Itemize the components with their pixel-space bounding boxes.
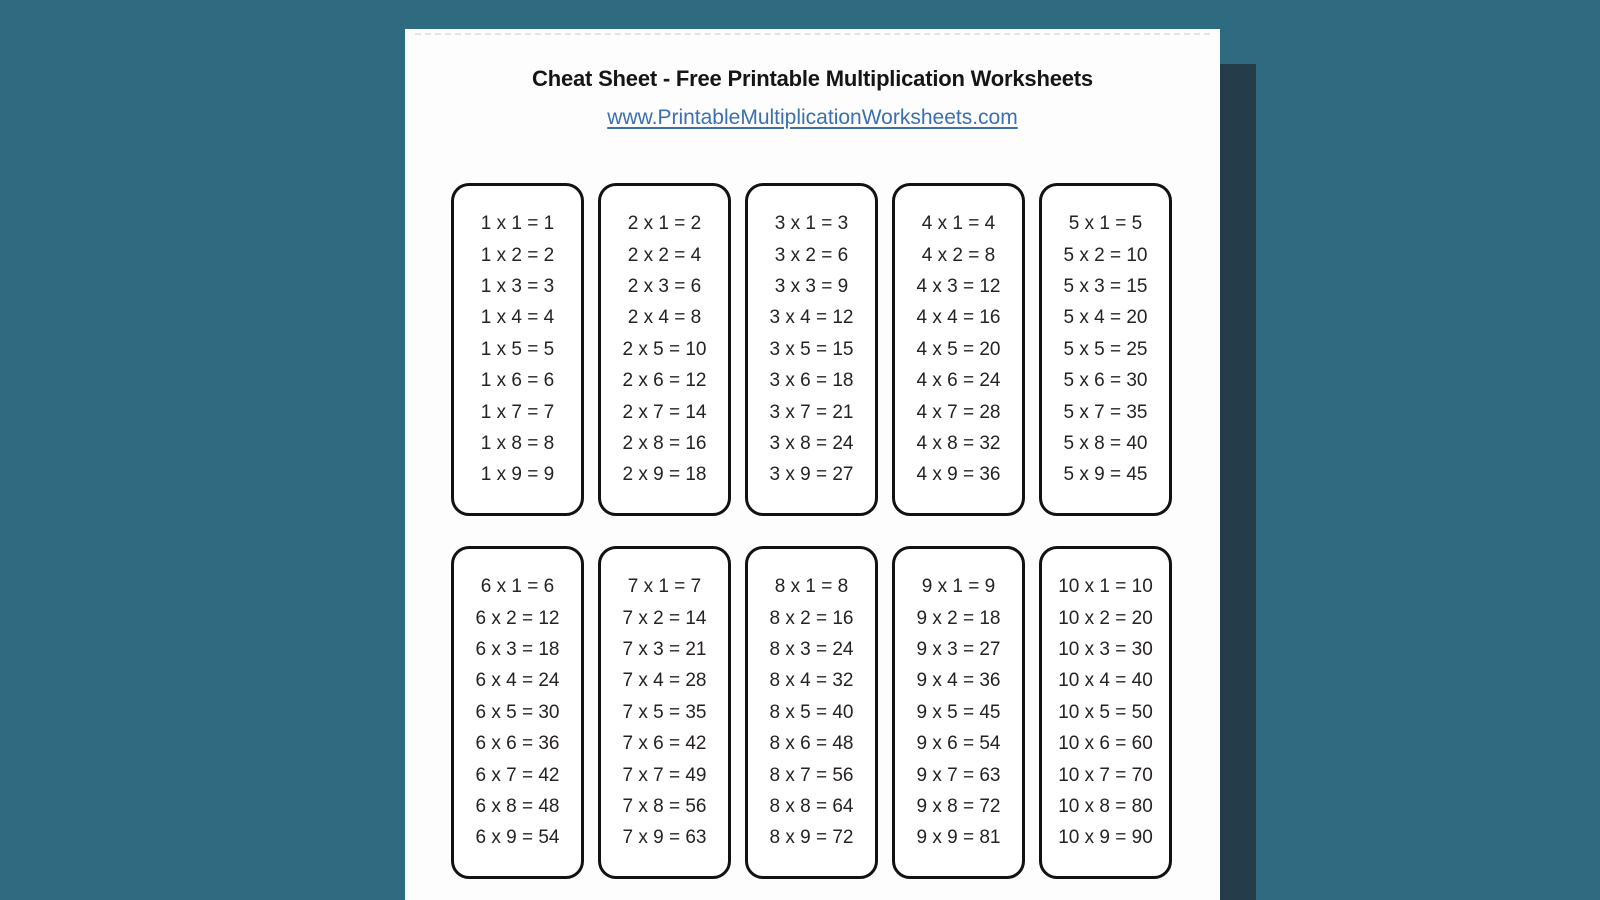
fact-line: 3 x 4 = 12 [769,307,854,329]
times-table-card-3 [745,183,878,516]
fact-line: 6 x 2 = 12 [475,607,560,629]
fact-line: 1 x 8 = 8 [480,433,555,455]
fact-line: 4 x 4 = 16 [916,307,1001,329]
fact-line: 2 x 7 = 14 [622,401,707,423]
fact-line: 7 x 9 = 63 [622,827,707,849]
multiplication-grid [451,183,1172,879]
fact-line: 8 x 5 = 40 [769,701,854,723]
fact-line: 10 x 8 = 80 [1058,796,1153,818]
fact-line: 4 x 7 = 28 [916,401,1001,423]
fact-line: 6 x 4 = 24 [475,670,560,692]
fact-line: 5 x 8 = 40 [1063,433,1148,455]
fact-line: 4 x 5 = 20 [916,338,1001,360]
fact-line: 3 x 9 = 27 [769,464,854,486]
fact-line: 2 x 4 = 8 [627,307,702,329]
fact-line: 7 x 2 = 14 [622,607,707,629]
fact-line: 4 x 2 = 8 [921,244,996,266]
fact-line: 8 x 7 = 56 [769,764,854,786]
fact-line: 5 x 7 = 35 [1063,401,1148,423]
fact-line: 4 x 3 = 12 [916,275,1001,297]
fact-line: 6 x 1 = 6 [480,576,555,598]
fact-line: 8 x 6 = 48 [769,733,854,755]
fact-line: 5 x 1 = 5 [1068,213,1143,235]
worksheet-page [405,29,1220,900]
fact-line: 6 x 6 = 36 [475,733,560,755]
fact-line: 5 x 5 = 25 [1063,338,1148,360]
page-title: Cheat Sheet - Free Printable Multiplication Worksheets [532,66,1093,91]
fact-line: 1 x 4 = 4 [480,307,555,329]
fact-line: 3 x 5 = 15 [769,338,854,360]
fact-line: 6 x 3 = 18 [475,638,560,660]
fact-line: 2 x 9 = 18 [622,464,707,486]
fact-line: 2 x 2 = 4 [627,244,702,266]
fact-line: 4 x 1 = 4 [921,213,996,235]
fact-line: 3 x 7 = 21 [769,401,854,423]
fact-line: 9 x 9 = 81 [916,827,1001,849]
fact-line: 7 x 3 = 21 [622,638,707,660]
fact-line: 8 x 4 = 32 [769,670,854,692]
fact-line: 1 x 6 = 6 [480,370,555,392]
fact-line: 10 x 5 = 50 [1058,701,1153,723]
fact-line: 3 x 6 = 18 [769,370,854,392]
fact-line: 1 x 3 = 3 [480,275,555,297]
times-table-card-7 [598,546,731,879]
fact-line: 5 x 6 = 30 [1063,370,1148,392]
fact-line: 10 x 9 = 90 [1058,827,1153,849]
fact-line: 2 x 6 = 12 [622,370,707,392]
fact-line: 8 x 1 = 8 [774,576,849,598]
fact-line: 1 x 7 = 7 [480,401,555,423]
fact-line: 10 x 7 = 70 [1058,764,1153,786]
fact-line: 9 x 2 = 18 [916,607,1001,629]
fact-line: 9 x 5 = 45 [916,701,1001,723]
fact-line: 3 x 2 = 6 [774,244,849,266]
fact-line: 5 x 2 = 10 [1063,244,1148,266]
fact-line: 4 x 8 = 32 [916,433,1001,455]
fact-line: 7 x 6 = 42 [622,733,707,755]
fact-line: 2 x 3 = 6 [627,275,702,297]
times-table-card-5 [1039,183,1172,516]
fact-line: 8 x 8 = 64 [769,796,854,818]
fact-line: 10 x 4 = 40 [1058,670,1153,692]
fact-line: 1 x 1 = 1 [480,213,555,235]
fact-line: 5 x 4 = 20 [1063,307,1148,329]
fact-line: 2 x 1 = 2 [627,213,702,235]
fact-line: 6 x 7 = 42 [475,764,560,786]
fact-line: 6 x 9 = 54 [475,827,560,849]
fact-line: 10 x 6 = 60 [1058,733,1153,755]
times-table-card-4 [892,183,1025,516]
times-table-card-8 [745,546,878,879]
fact-line: 1 x 5 = 5 [480,338,555,360]
fact-line: 8 x 2 = 16 [769,607,854,629]
fact-line: 5 x 9 = 45 [1063,464,1148,486]
fact-line: 9 x 4 = 36 [916,670,1001,692]
times-table-card-6 [451,546,584,879]
fact-line: 3 x 3 = 9 [774,275,849,297]
fact-line: 10 x 1 = 10 [1058,576,1153,598]
fact-line: 10 x 3 = 30 [1058,638,1153,660]
fact-line: 10 x 2 = 20 [1058,607,1153,629]
fact-line: 7 x 1 = 7 [627,576,702,598]
perforation-line [415,33,1210,35]
website-link[interactable]: www.PrintableMultiplicationWorksheets.com [607,106,1018,129]
fact-line: 1 x 2 = 2 [480,244,555,266]
fact-line: 7 x 4 = 28 [622,670,707,692]
fact-line: 3 x 8 = 24 [769,433,854,455]
fact-line: 4 x 6 = 24 [916,370,1001,392]
times-table-card-10 [1039,546,1172,879]
times-table-card-2 [598,183,731,516]
fact-line: 9 x 6 = 54 [916,733,1001,755]
fact-line: 6 x 8 = 48 [475,796,560,818]
fact-line: 4 x 9 = 36 [916,464,1001,486]
fact-line: 6 x 5 = 30 [475,701,560,723]
fact-line: 5 x 3 = 15 [1063,275,1148,297]
fact-line: 8 x 3 = 24 [769,638,854,660]
fact-line: 9 x 3 = 27 [916,638,1001,660]
fact-line: 7 x 7 = 49 [622,764,707,786]
fact-line: 2 x 8 = 16 [622,433,707,455]
fact-line: 7 x 5 = 35 [622,701,707,723]
fact-line: 8 x 9 = 72 [769,827,854,849]
fact-line: 2 x 5 = 10 [622,338,707,360]
fact-line: 9 x 7 = 63 [916,764,1001,786]
fact-line: 7 x 8 = 56 [622,796,707,818]
fact-line: 3 x 1 = 3 [774,213,849,235]
fact-line: 1 x 9 = 9 [480,464,555,486]
fact-line: 9 x 8 = 72 [916,796,1001,818]
times-table-card-1 [451,183,584,516]
fact-line: 9 x 1 = 9 [921,576,996,598]
times-table-card-9 [892,546,1025,879]
